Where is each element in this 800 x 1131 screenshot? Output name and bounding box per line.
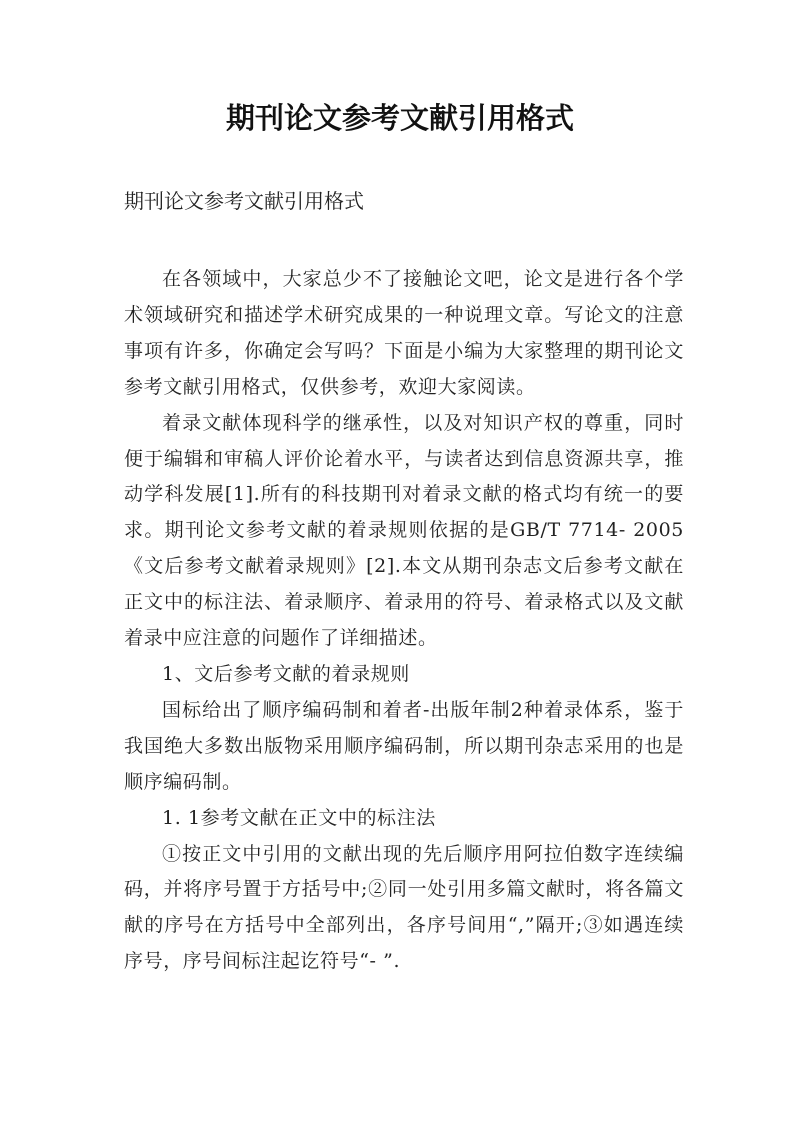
document-title: 期刊论文参考文献引用格式 [225,101,574,135]
document-body [124,262,684,980]
paragraph-intro: 在各领域中，大家总少不了接触论文吧，论文是进行各个学术领域研究和描述学术研究成果的一种说理文章。写论文的注意事项有许多，你确定会写吗？下面是小编为大家整理的期刊论文参考文献引用格式，仅供参考，欢迎大家阅读。 [124,268,684,398]
section-heading-1: 1、文后参考文献的着录规则 [162,662,410,685]
document-subtitle: 期刊论文参考文献引用格式 [124,189,364,213]
paragraph-annotation-rules: ①按正文中引用的文献出现的先后顺序用阿拉伯数字连续编码，并将序号置于方括号中;②同一处引用多篇文献时，将各篇文献的序号在方括号中全部列出，各序号间用“,”隔开;③如遇连续序号，序号间标注起讫符号“- ”. [124,842,684,973]
paragraph-overview: 着录文献体现科学的继承性，以及对知识产权的尊重，同时便于编辑和审稿人评价论着水平，与读者达到信息资源共享，推动学科发展[1].所有的科技期刊对着录文献的格式均有统一的要求。期刊论文参考文献的着录规则依据的是GB/T 7714- 2005《文后参考文献着录规则》[2].本文从期刊杂志文后参考文献在正文中的标注法、着录顺序、着录用的符号、着录格式以及文献着录中应注意的问题作了详细描述。 [124,411,684,650]
paragraph-systems: 国标给出了顺序编码制和着者-出版年制2种着录体系，鉴于我国绝大多数出版物采用顺序编码制，所以期刊杂志采用的也是顺序编码制。 [124,698,684,793]
section-heading-1-1: 1. 1参考文献在正文中的标注法 [162,806,436,829]
